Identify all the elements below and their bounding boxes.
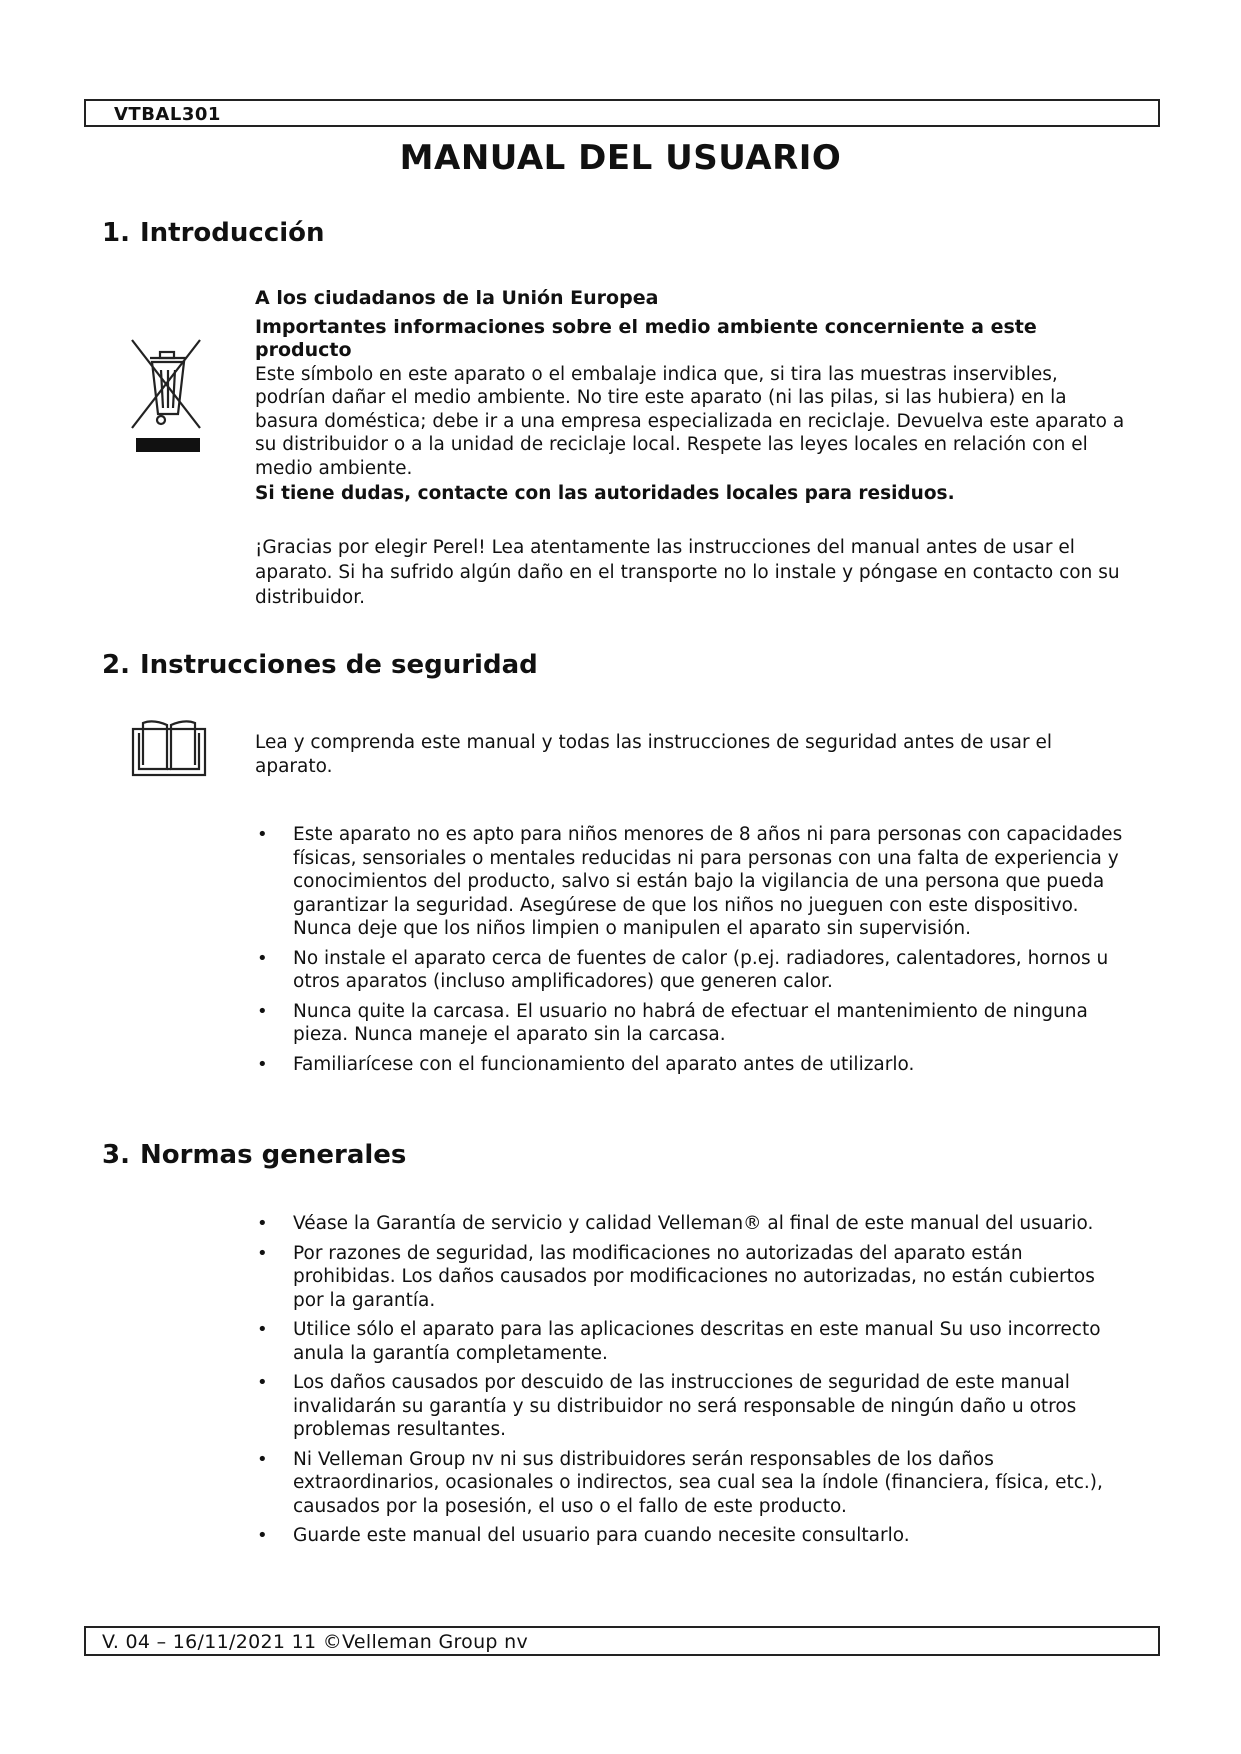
list-item: • Este aparato no es apto para niños menores de 8 años ni para personas con capacidades físicas, sensoriales o mentales reducidas ni para personas con una falta de experiencia y conocimientos del producto, salvo si están bajo la vigilancia de una persona que pueda garantizar la seguridad. Asegúrese de que los niños no jueguen con este dispositivo. Nunca deje que los niños limpien o manipulen el aparato sin supervisión. bbox=[257, 824, 1123, 939]
list-item: • Los daños causados por descuido de las instrucciones de seguridad de este manual invalidarán su garantía y su distribuidor no será responsable de ningún daño u otros problemas resultantes. bbox=[257, 1372, 1077, 1440]
section-heading-safety bbox=[102, 650, 538, 680]
list-item: • Véase la Garantía de servicio y calidad Velleman® al final de este manual del usuario. bbox=[257, 1213, 1094, 1234]
environment-title: Importantes informaciones sobre el medio ambiente concerniente a este producto bbox=[255, 315, 1037, 361]
page-title: MANUAL DEL USUARIO bbox=[399, 138, 842, 178]
model-code: VTBAL301 bbox=[114, 104, 221, 125]
version-info: V. 04 – 16/11/2021 11 ©Velleman Group nv bbox=[102, 1631, 529, 1653]
section-heading-general bbox=[102, 1140, 406, 1170]
environment-bold-note: Si tiene dudas, contacte con las autoridades locales para residuos. bbox=[255, 483, 955, 504]
bullet-mark: • bbox=[257, 1525, 268, 1546]
eu-title: A los ciudadanos de la Unión Europea bbox=[255, 287, 659, 309]
section-title: Instrucciones de seguridad bbox=[140, 650, 538, 680]
list-item: • No instale el aparato cerca de fuentes de calor (p.ej. radiadores, calentadores, hornos u otros aparatos (incluso amplificadores) que generen calor. bbox=[257, 947, 1109, 992]
open-manual-icon bbox=[131, 715, 207, 777]
section-title: Introducción bbox=[140, 218, 325, 248]
list-item: • Utilice sólo el aparato para las aplicaciones descritas en este manual Su uso incorrecto anula la garantía completamente. bbox=[257, 1319, 1101, 1364]
bullet-mark: • bbox=[257, 1053, 268, 1075]
eu-notice bbox=[255, 287, 1125, 506]
list-item: • Por razones de seguridad, las modificaciones no autorizadas del aparato están prohibidas. Los daños causados por modificaciones no autorizadas, no están cubiertos por la garantía. bbox=[257, 1242, 1095, 1311]
bullet-mark: • bbox=[257, 1372, 268, 1393]
footer-box bbox=[84, 1626, 1160, 1656]
bullet-mark: • bbox=[257, 824, 268, 845]
bullet-mark: • bbox=[257, 1000, 268, 1022]
environment-text: Este símbolo en este aparato o el embalaje indica que, si tira las muestras inservibles, podrían dañar el medio ambiente. No tire este aparato (ni las pilas, si las hubiera) en la basura doméstica; debe ir a una empresa especializada en reciclaje. Devuelva este aparato a su distribuidor o a la unidad de reciclaje local. Respete las leyes locales en relación con el medio ambiente. bbox=[255, 363, 1125, 479]
list-item: • Nunca quite la carcasa. El usuario no habrá de efectuar el mantenimiento de ninguna pieza. Nunca maneje el aparato sin la carcasa. bbox=[257, 1000, 1088, 1045]
read-manual-note: Lea y comprenda este manual y todas las instrucciones de seguridad antes de usar el aparato. bbox=[255, 732, 1053, 777]
section-number: 2. bbox=[102, 650, 130, 680]
section-title: Normas generales bbox=[140, 1140, 407, 1170]
section-heading-introduction bbox=[102, 218, 325, 248]
general-list bbox=[255, 1212, 1125, 1554]
bullet-mark: • bbox=[257, 1242, 268, 1264]
weee-crossed-bin-icon bbox=[128, 336, 204, 456]
list-item: • Guarde este manual del usuario para cuando necesite consultarlo. bbox=[257, 1525, 910, 1546]
section-number: 1. bbox=[102, 218, 130, 248]
section-number: 3. bbox=[102, 1140, 130, 1170]
safety-list bbox=[255, 823, 1125, 1082]
thanks-paragraph: ¡Gracias por elegir Perel! Lea atentamente las instrucciones del manual antes de usar el aparato. Si ha sufrido algún daño en el transporte no lo instale y póngase en contacto con su distribuidor. bbox=[255, 537, 1120, 608]
header-box bbox=[84, 99, 1160, 127]
bullet-mark: • bbox=[257, 1213, 268, 1234]
list-item: • Familiarícese con el funcionamiento del aparato antes de utilizarlo. bbox=[257, 1053, 915, 1075]
list-item: • Ni Velleman Group nv ni sus distribuidores serán responsables de los daños extraordinarios, ocasionales o indirectos, sea cual sea la índole (financiera, física, etc.), causados por la posesión, el uso o el fallo de este producto. bbox=[257, 1448, 1103, 1517]
bullet-mark: • bbox=[257, 1319, 268, 1340]
bullet-mark: • bbox=[257, 1448, 268, 1470]
bullet-mark: • bbox=[257, 947, 268, 969]
